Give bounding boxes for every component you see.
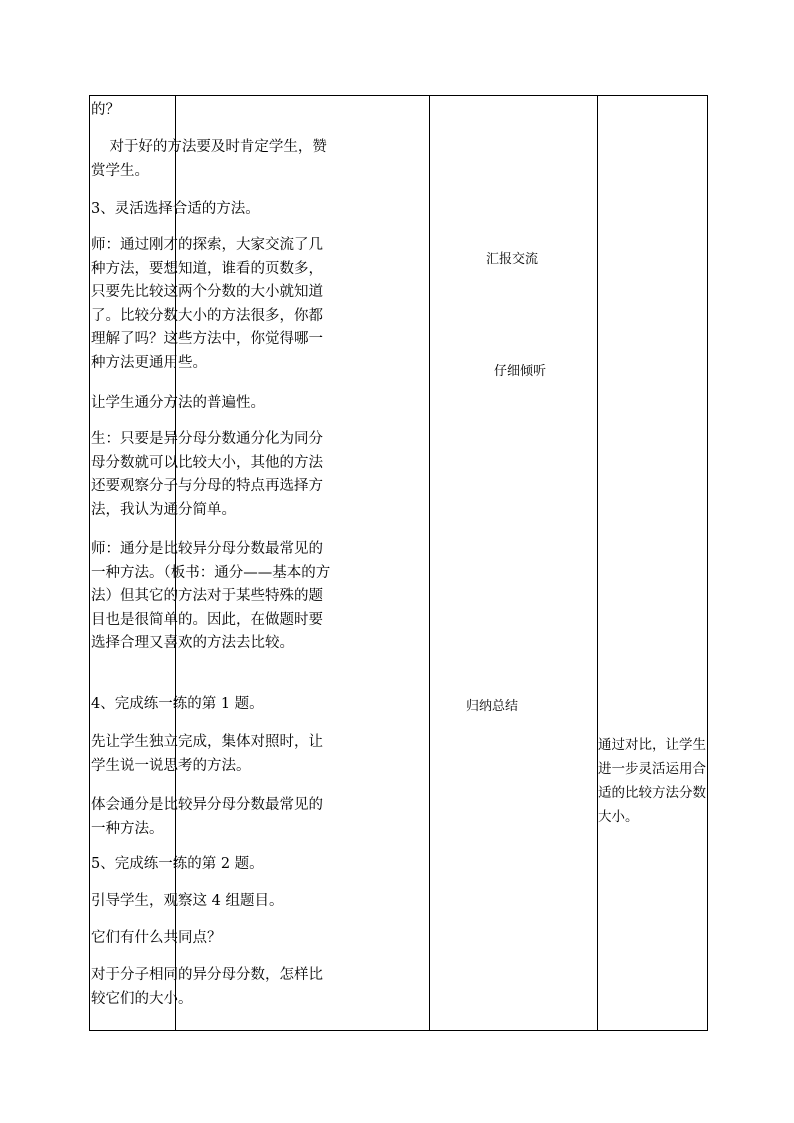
- teacher-paragraph: 引导学生，观察这 4 组题目。: [91, 893, 284, 909]
- table-column-design-intent: [598, 96, 709, 1030]
- teacher-paragraph: 体会通分是比较异分母分数最常见的一种方法。: [91, 797, 323, 837]
- teacher-paragraph: 师：通过刚才的探索，大家交流了几种方法，要想知道，谁看的页数多，只要先比较这两个分数的大小就知道了。比较分数大小的方法很多，你都理解了吗？这些方法中，你觉得哪一种方法更通用些。: [91, 237, 323, 371]
- teacher-paragraph: 让学生通分方法的普遍性。: [91, 395, 265, 411]
- student-activity-report: 汇报交流: [486, 252, 539, 267]
- teacher-step-heading: 3、灵活选择合适的方法。: [91, 201, 260, 217]
- teacher-paragraph: 先让学生独立完成，集体对照时，让学生说一说思考的方法。: [91, 734, 323, 774]
- teacher-step-heading: 5、完成练一练的第 2 题。: [91, 856, 264, 872]
- teacher-paragraph: 对于好的方法要及时肯定学生，赞赏学生。: [91, 139, 327, 179]
- teacher-paragraph: 它们有什么共同点？: [91, 930, 222, 946]
- teacher-paragraph: 的？: [91, 102, 120, 118]
- student-activity-summarize: 归纳总结: [466, 699, 519, 714]
- teacher-paragraph: 师：通分是比较异分母分数最常见的一种方法。（板书：通分——基本的方法）但其它的方法对于某些特殊的题目也是很简单的。因此，在做题时要选择合理又喜欢的方法去比较。: [91, 541, 331, 651]
- design-intent-note: 通过对比，让学生进一步灵活运用合适的比较方法分数大小。: [598, 737, 706, 825]
- teacher-paragraph: 对于分子相同的异分母分数，怎样比较它们的大小。: [91, 967, 323, 1007]
- table-column-student-activity: [430, 96, 598, 1030]
- student-answer-paragraph: 生：只要是异分母分数通分化为同分母分数就可以比较大小，其他的方法还要观察分子与分母的特点再选择方法，我认为通分简单。: [91, 431, 323, 518]
- teacher-step-heading: 4、完成练一练的第 1 题。: [91, 696, 264, 712]
- student-activity-listen: 仔细倾听: [494, 364, 547, 379]
